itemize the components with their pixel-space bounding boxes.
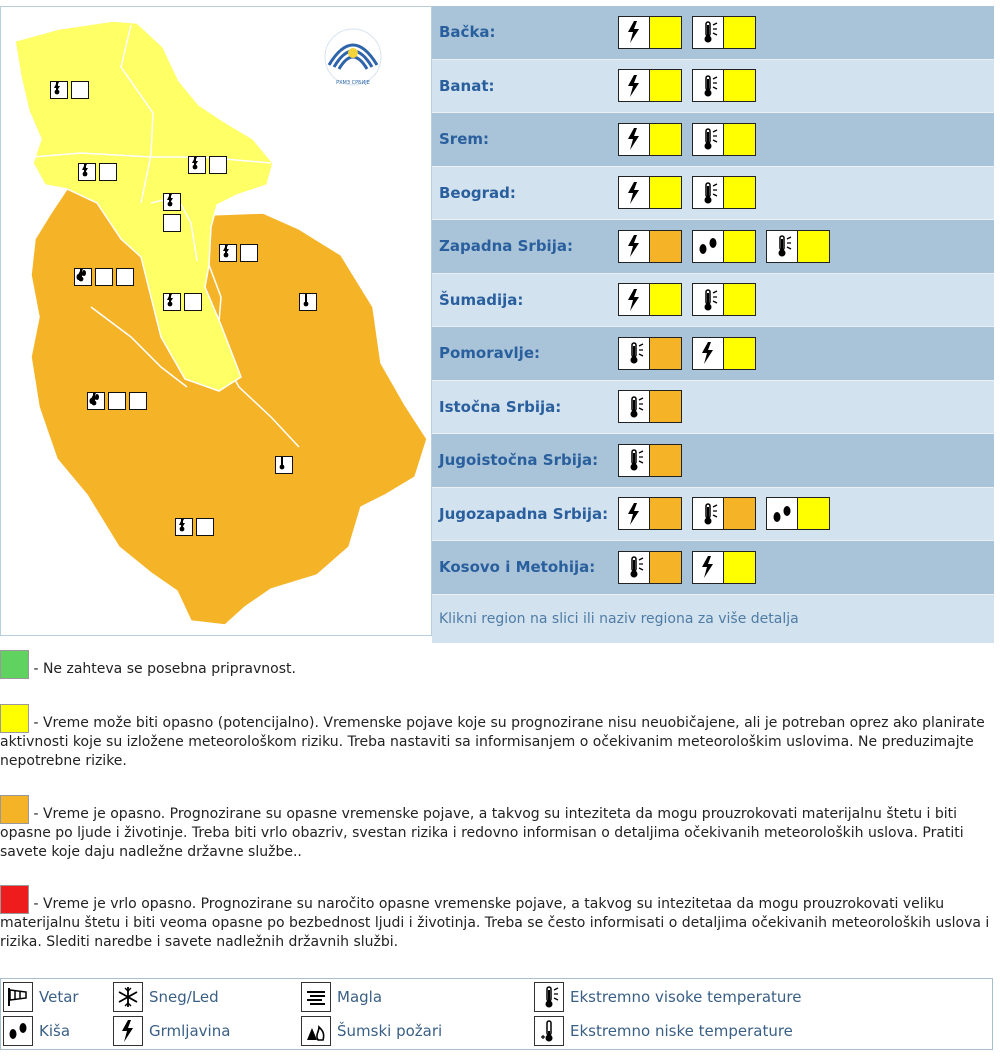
warning-badges [618,69,756,102]
legend-wind [3,982,79,1012]
warning-badges [618,16,756,49]
legend-rain-label: Kiša [39,1022,71,1040]
high-temp-icon [693,70,724,101]
region-row [432,167,994,221]
warning-badge[interactable] [692,283,756,316]
map-logo-caption: РХМЗ СРБИЈЕ [336,80,370,86]
legend-thunder-label: Grmljavina [149,1022,231,1040]
legend-high-temp-label: Ekstremno visoke temperature [570,988,802,1006]
region-row [432,60,994,114]
warning-badge[interactable] [618,283,682,316]
warning-level-yellow [650,70,681,101]
warning-badge[interactable] [692,176,756,209]
warning-level-orange [650,391,681,422]
high-temp-icon [619,445,650,476]
map-icons-kosovo [175,518,214,536]
warning-badges [618,551,756,584]
high-temp-icon [619,552,650,583]
map-icons-backa-west [50,81,89,99]
region-warning-table [432,6,994,643]
legend-fog-label: Magla [337,988,383,1006]
high-temp-icon[interactable] [108,392,126,410]
map-icons-banat [188,156,227,174]
region-name-link[interactable]: Šumadija: [439,290,524,309]
warning-badges [618,283,756,316]
legend-green-text: - Ne zahteva se posebna pripravnost. [29,661,296,677]
thunder-icon [619,231,650,262]
warning-level-yellow [798,231,829,262]
map-icons-jugoistocna [275,456,293,474]
warning-badge[interactable] [618,176,682,209]
warning-badge[interactable] [692,230,756,263]
wind-icon [3,982,33,1012]
thunder-icon [619,284,650,315]
warning-badges [618,390,682,423]
thunder-icon [619,17,650,48]
high-temp-icon[interactable] [71,81,89,99]
warning-level-yellow [724,70,755,101]
legend-low-temp-label: Ekstremno niske temperature [570,1022,793,1040]
region-row [432,220,994,274]
green-swatch [0,650,29,679]
rhmz-serbia-logo-icon [325,29,381,85]
high-temp-icon [619,338,650,369]
warning-level-orange [650,338,681,369]
warning-badges [618,123,756,156]
warning-level-yellow [724,284,755,315]
warning-badge[interactable] [692,16,756,49]
legend-snow [113,982,219,1012]
thunder-icon [619,124,650,155]
warning-level-yellow [724,231,755,262]
map-icons-srem [78,163,117,181]
high-temp-icon[interactable] [209,156,227,174]
map-icons-jugozapadna [87,392,147,410]
high-temp-icon [693,124,724,155]
warning-badges [618,497,830,530]
legend-forest-fire [301,1016,442,1046]
warning-level-yellow [650,177,681,208]
legend-yellow-text: - Vreme može biti opasno (potencijalno). Vremenske pojave koje su prognozirane nisu neuobičajene, ali je potreban oprez ako planirate aktivnosti koje su izložene meteorološkom riziku. Treba nastaviti sa informisanjem o očekivanim meteorološkim uslovima. Ne preduzimajte nepotrebne rizike. [0,715,985,769]
region-row [432,6,994,60]
icon-legend [0,978,993,1050]
orange-swatch [0,795,29,824]
rain-icon[interactable] [129,392,147,410]
thunder-icon[interactable] [196,518,214,536]
warning-badge[interactable] [618,337,682,370]
warning-badge[interactable] [618,230,682,263]
warning-badge[interactable] [766,230,830,263]
region-name-link[interactable]: Jugozapadna Srbija: [439,504,609,523]
legend-orange [0,795,1000,862]
rain-icon [3,1016,33,1046]
warning-level-yellow [724,338,755,369]
warning-badge[interactable] [692,551,756,584]
warning-level-orange [724,498,755,529]
warning-level-yellow [650,284,681,315]
warning-level-orange [650,445,681,476]
warning-badge[interactable] [692,123,756,156]
legend-yellow [0,704,1000,771]
high-temp-icon[interactable] [275,456,293,474]
warning-badge[interactable] [692,69,756,102]
map-icons-sumadija [163,293,202,311]
warning-badge[interactable] [618,390,682,423]
rain-icon [767,498,798,529]
legend-high-temp [534,982,801,1012]
region-row [432,113,994,167]
legend-thunder [113,1016,230,1046]
high-temp-icon [534,982,564,1012]
yellow-swatch [0,704,29,733]
legend-low-temp [534,1016,793,1046]
warning-badge[interactable] [618,551,682,584]
warning-badge[interactable] [692,337,756,370]
high-temp-icon [693,284,724,315]
high-temp-icon[interactable] [184,293,202,311]
legend-green [0,650,1000,679]
map-icons-zapadna [74,268,134,286]
thunder-icon [693,552,724,583]
warning-level-yellow [724,552,755,583]
map-icons-pomoravlje [219,244,258,262]
high-temp-icon [693,177,724,208]
legend-rain [3,1016,70,1046]
warning-badge[interactable] [766,497,830,530]
warning-level-yellow [798,498,829,529]
map-hint: Klikni region na slici ili naziv regiona za više detalja [432,595,994,643]
warning-badges [618,176,756,209]
warning-level-orange [650,552,681,583]
thunder-icon[interactable] [240,244,258,262]
warning-badge[interactable] [618,69,682,102]
high-temp-icon[interactable] [99,163,117,181]
region-row [432,274,994,328]
region-name-link[interactable]: Bačka: [439,23,496,42]
thunder-icon [619,177,650,208]
warning-badges [618,337,756,370]
fog-icon [301,982,331,1012]
legend-red [0,885,1000,952]
region-rows [432,6,994,595]
thunder-icon [113,1016,143,1046]
red-swatch [0,885,29,914]
region-row [432,381,994,435]
region-row [432,541,994,595]
high-temp-icon [693,17,724,48]
legend-fog [301,982,382,1012]
thunder-icon [619,70,650,101]
warning-badge[interactable] [618,123,682,156]
region-name-link[interactable]: Kosovo i Metohija: [439,558,596,577]
high-temp-icon[interactable] [299,293,317,311]
warning-badges [618,230,830,263]
region-row [432,434,994,488]
warning-level-yellow [724,17,755,48]
serbia-warning-map[interactable] [0,6,432,636]
warning-level-yellow [650,124,681,155]
region-row [432,327,994,381]
region-row [432,488,994,542]
high-temp-icon [619,391,650,422]
warning-badge[interactable] [618,444,682,477]
map-icons-istocna [299,293,317,311]
rain-icon [693,231,724,262]
warning-level-yellow [650,17,681,48]
legend-red-text: - Vreme je vrlo opasno. Prognozirane su naročito opasne vremenske pojave, a takvog su intezitetaa da mogu prouzrokovati veliku materijalnu štetu i biti veoma opasne po bezbednost ljudi i životinja. Treba se često informisati o detaljima očekivanih meteoroloških uslova i rizika. Slediti naredbe i savete nadležnih državnih službi. [0,896,990,950]
region-name-link[interactable]: Jugoistočna Srbija: [439,451,599,470]
legend-orange-text: - Vreme je opasno. Prognozirane su opasne vremenske pojave, a takvog su inteziteta da mogu prouzrokovati materijalnu štetu i biti opasne po ljude i životinje. Treba biti vrlo obazriv, svestan rizika i redovno informisan o detaljima očekivanih meteoroloških uslova. Pratiti savete koje daju nadležne državne službe.. [0,806,964,860]
rain-icon[interactable] [95,268,113,286]
map-icons-beograd [163,193,181,232]
warning-level-orange [650,231,681,262]
high-temp-icon[interactable] [163,214,181,232]
warning-level-yellow [724,124,755,155]
legend-forest-fire-label: Šumski požari [337,1022,443,1040]
warning-badge[interactable] [692,497,756,530]
high-temp-icon [693,498,724,529]
region-name-link[interactable]: Zapadna Srbija: [439,237,573,256]
high-temp-icon [767,231,798,262]
snow-ice-icon [113,982,143,1012]
region-name-link[interactable]: Srem: [439,130,490,149]
warning-badges [618,444,682,477]
warning-badge[interactable] [618,16,682,49]
warning-badge[interactable] [618,497,682,530]
region-name-link[interactable]: Istočna Srbija: [439,397,562,416]
region-name-link[interactable]: Banat: [439,76,495,95]
high-temp-icon[interactable] [116,268,134,286]
region-name-link[interactable]: Beograd: [439,183,516,202]
region-name-link[interactable]: Pomoravlje: [439,344,540,363]
thunder-icon [693,338,724,369]
warning-level-orange [650,498,681,529]
warning-level-yellow [724,177,755,208]
legend-snow-label: Sneg/Led [149,988,219,1006]
thunder-icon [619,498,650,529]
map-shapes [1,7,432,636]
forest-fire-icon [301,1016,331,1046]
low-temp-icon [534,1016,564,1046]
legend-wind-label: Vetar [39,988,79,1006]
